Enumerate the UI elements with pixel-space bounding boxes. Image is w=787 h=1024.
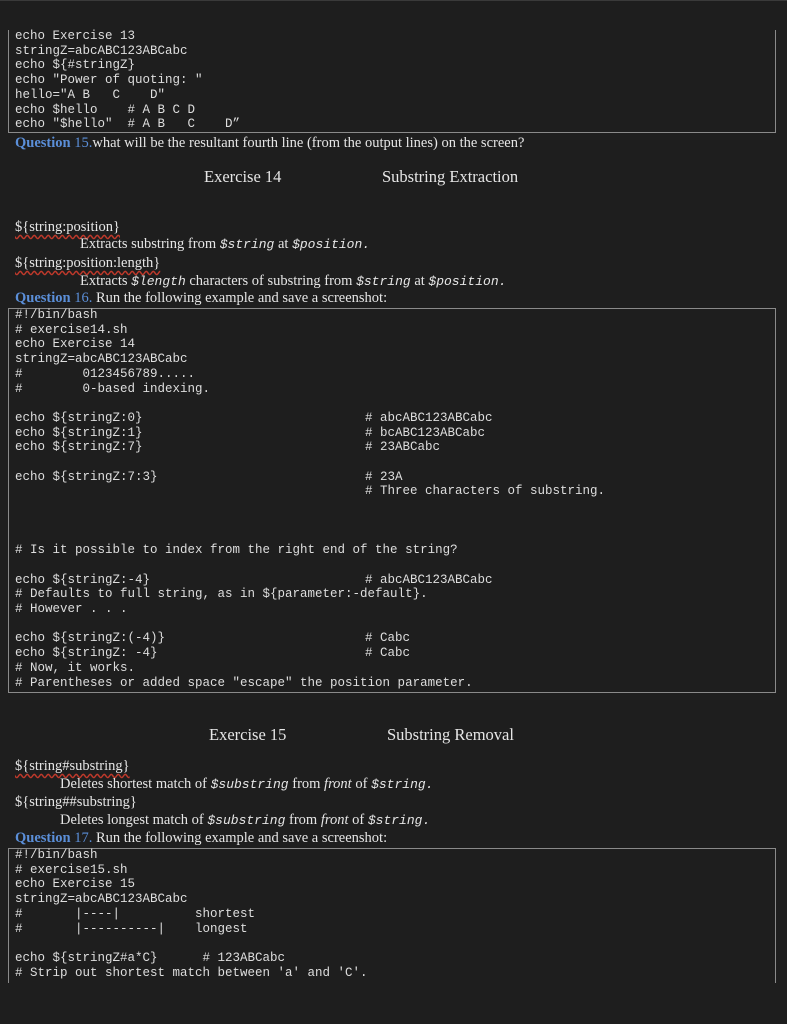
code-line: hello="A B C D": [15, 87, 166, 102]
definition-description: Extracts substring from $string at $position.: [80, 236, 371, 252]
question-15: [15, 135, 524, 152]
question-number: 17.: [74, 830, 93, 846]
exercise14-subtitle: Substring Extraction: [382, 167, 519, 186]
definition-syntax: ${string:position:length}: [15, 255, 161, 271]
question-number: 15.: [74, 135, 93, 151]
question-label: Question: [15, 290, 71, 306]
definition-syntax: ${string#substring}: [15, 758, 130, 774]
question-label: Question: [15, 135, 71, 151]
definition-syntax: ${string##substring}: [15, 794, 137, 810]
code-line: echo "Power of quoting: ": [15, 73, 203, 88]
code-line: echo Exercise 13: [15, 29, 136, 43]
exercise15-subtitle: Substring Removal: [387, 725, 514, 744]
code-line: stringZ=abcABC123ABCabc: [15, 43, 188, 58]
question-label: Question: [15, 830, 71, 846]
question-text: what will be the resultant fourth line (from the output lines) on the screen?: [92, 135, 525, 151]
exercise13-code: [15, 29, 240, 132]
code-line: echo ${#stringZ}: [15, 58, 136, 73]
definition-syntax: ${string:position}: [15, 219, 120, 235]
definition-description: Extracts $length characters of substring from $string at $position.: [80, 273, 507, 289]
definition-description: Deletes shortest match of $substring from front of $string.: [60, 776, 434, 792]
exercise15-title: Exercise 15: [209, 725, 287, 744]
question-17: [15, 830, 387, 847]
code-line: echo "$hello" # A B C D”: [15, 117, 241, 132]
exercise15-code: #!/bin/bash # exercise15.sh echo Exercise 15 stringZ=abcABC123ABCabc # |----| shortest # |----------| longest echo ${stringZ#a*C} # 123ABCabc # Strip out shortest match between 'a' and 'C'.: [15, 848, 368, 980]
question-text: Run the following example and save a screenshot:: [92, 830, 388, 846]
exercise14-code: #!/bin/bash # exercise14.sh echo Exercise 14 stringZ=abcABC123ABCabc # 0123456789..... # 0-based indexing. echo ${stringZ:0} # abcABC123ABCabc echo ${stringZ:1} # bcABC123ABCabc echo ${stringZ:7} # 23ABCabc echo ${stringZ:7:3} # 23A # Three characters of substring. # Is it possible to index from the right end of the string? echo ${stringZ:-4} # abcABC123ABCabc # Defaults to full string, as in ${parameter:-default}. # However . . . echo ${stringZ:(-4)} # Cabc echo ${stringZ: -4} # Cabc # Now, it works. # Parentheses or added space "escape" the position parameter.: [15, 308, 606, 690]
code-line: echo $hello # A B C D: [15, 102, 196, 117]
question-text: Run the following example and save a screenshot:: [92, 290, 388, 306]
exercise14-title: Exercise 14: [204, 167, 282, 186]
question-number: 16.: [74, 290, 93, 306]
definition-description: Deletes longest match of $substring from front of $string.: [60, 812, 431, 828]
question-16: [15, 290, 387, 307]
top-divider: [0, 0, 787, 1]
